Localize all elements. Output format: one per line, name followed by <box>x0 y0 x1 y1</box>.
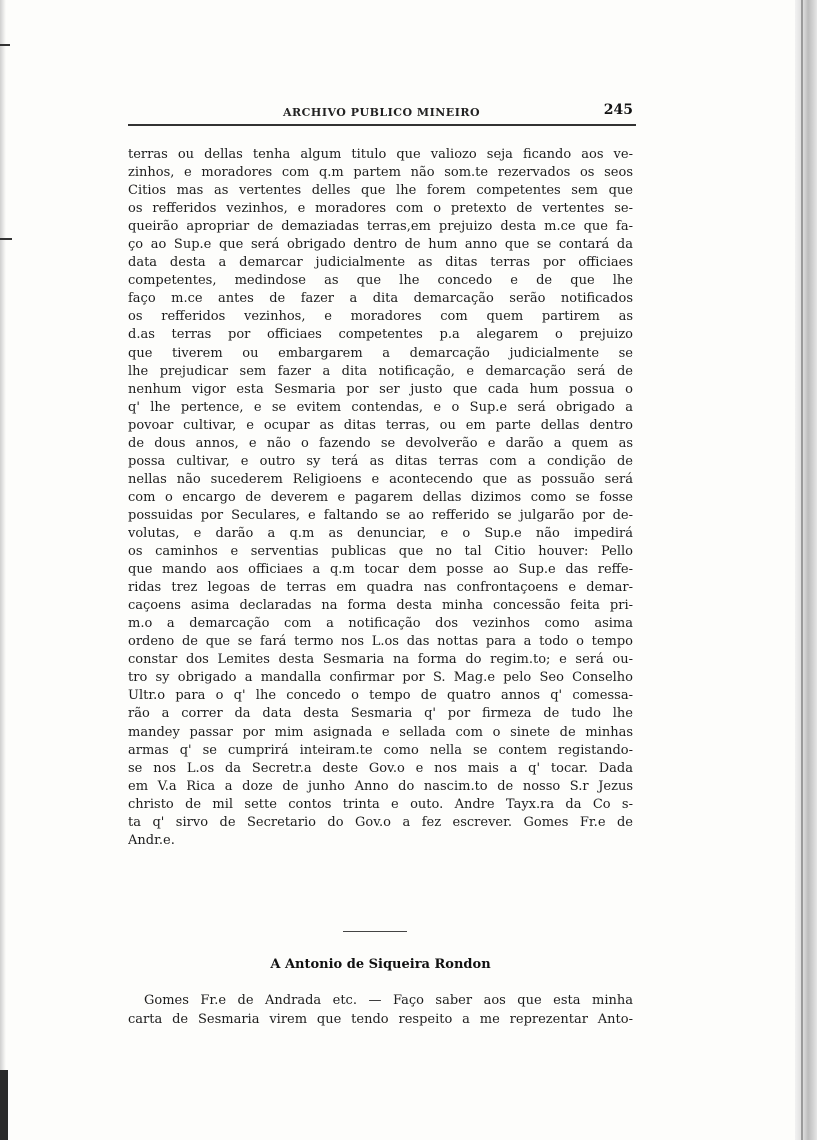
text-line: constar dos Lemites desta Sesmaria na forma do regim.to; e será ou- <box>128 652 633 668</box>
text-line: lhe prejudicar sem fazer a dita notificação, e demarcação será de <box>128 363 633 379</box>
text-line: caçoens asima declaradas na forma desta minha concessão feita pri- <box>128 598 633 614</box>
text-line: Ultr.o para o q' lhe concedo o tempo de quatro annos q' comessa- <box>128 688 633 704</box>
text-line: ordeno de que se fará termo nos L.os das nottas para a todo o tempo <box>128 634 633 650</box>
second-section-text <box>128 991 633 1029</box>
document-body <box>128 146 633 850</box>
scan-binding-line <box>801 0 803 1140</box>
text-line: povoar cultivar, e ocupar as ditas terras, ou em parte dellas dentro <box>128 417 633 433</box>
text-line: Andr.e. <box>128 832 175 848</box>
text-line: possa cultivar, e outro sy terá as ditas terras com a condição de <box>128 453 633 469</box>
text-line: tro sy obrigado a mandalla confirmar por S. Mag.e pelo Seo Conselho <box>128 670 633 686</box>
header-rule <box>128 124 636 126</box>
text-line: competentes, medindose as que lhe concedo e de que lhe <box>128 273 633 289</box>
text-line: ridas trez legoas de terras em quadra nas confrontaçoens e demar- <box>128 580 633 596</box>
text-line: volutas, e darão a q.m as denunciar, e o Sup.e não impedirá <box>128 525 633 541</box>
running-title: ARCHIVO PUBLICO MINEIRO <box>283 106 481 119</box>
page-header <box>128 100 633 124</box>
text-line: armas q' se cumprirá inteiram.te como nella se contem registando- <box>128 742 633 758</box>
section-heading: A Antonio de Siqueira Rondon <box>270 957 491 972</box>
text-line: Gomes Fr.e de Andrada etc. — Faço saber aos que esta minha <box>144 993 633 1008</box>
text-line: rão a correr da data desta Sesmaria q' por firmeza de tudo lhe <box>128 706 633 722</box>
text-line: carta de Sesmaria virem que tendo respeito a me reprezentar Anto- <box>128 1012 633 1027</box>
scan-left-edge <box>0 0 6 1140</box>
text-line: os caminhos e serventias publicas que no tal Citio houver: Pello <box>128 544 633 560</box>
page-number: 245 <box>603 102 633 118</box>
text-line: q' lhe pertence, e se evitem contendas, e o Sup.e será obrigado a <box>128 399 633 415</box>
text-line: data desta a demarcar judicialmente as ditas terras por officiaes <box>128 255 633 271</box>
scan-mark <box>0 44 10 46</box>
text-line: christo de mil sette contos trinta e outo. Andre Tayx.ra da Co s- <box>128 796 633 812</box>
text-line: terras ou dellas tenha algum titulo que valiozo seja ficando aos ve- <box>128 147 633 162</box>
text-line: d.as terras por officiaes competentes p.a alegarem o prejuizo <box>128 327 633 343</box>
text-line: ta q' sirvo de Secretario do Gov.o a fez escrever. Gomes Fr.e de <box>128 814 633 830</box>
text-line: Citios mas as vertentes delles que lhe forem competentes sem que <box>128 183 633 199</box>
text-line: possuidas por Seculares, e faltando se ao refferido se julgarão por de- <box>128 507 633 523</box>
text-line: os refferidos vezinhos, e moradores com quem partirem as <box>128 309 633 325</box>
text-line: mandey passar por mim asignada e sellada com o sinete de minhas <box>128 724 633 740</box>
text-line: em V.a Rica a doze de junho Anno do nascim.to de nosso S.r Jezus <box>128 778 633 794</box>
text-line: com o encargo de deverem e pagarem dellas dizimos como se fosse <box>128 489 633 505</box>
scan-right-edge <box>795 0 817 1140</box>
text-line: de dous annos, e não o fazendo se devolverão e darão a quem as <box>128 435 633 451</box>
text-line: nenhum vigor esta Sesmaria por ser justo que cada hum possua o <box>128 381 633 397</box>
text-line: faço m.ce antes de fazer a dita demarcação serão notificados <box>128 291 633 307</box>
scan-left-edge-shadow <box>0 1070 8 1140</box>
text-line: que mando aos officiaes a q.m tocar dem posse ao Sup.e das reffe- <box>128 562 633 578</box>
text-line: se nos L.os da Secretr.a deste Gov.o e nos mais a q' tocar. Dada <box>128 760 633 776</box>
text-line: ço ao Sup.e que será obrigado dentro de hum anno que se contará da <box>128 237 633 253</box>
text-line: nellas não sucederem Religioens e acontecendo que as possuão será <box>128 471 633 487</box>
text-line: zinhos, e moradores com q.m partem não som.te rezervados os seos <box>128 165 633 181</box>
text-line: queirão apropriar de demaziadas terras,em prejuizo desta m.ce que fa- <box>128 219 633 235</box>
section-divider <box>343 931 407 932</box>
scan-mark <box>0 238 12 240</box>
text-line: m.o a demarcação com a notificação dos vezinhos como asima <box>128 616 633 632</box>
text-line: os refferidos vezinhos, e moradores com o pretexto de vertentes se- <box>128 201 633 217</box>
text-line: que tiverem ou embargarem a demarcação judicialmente se <box>128 345 633 361</box>
